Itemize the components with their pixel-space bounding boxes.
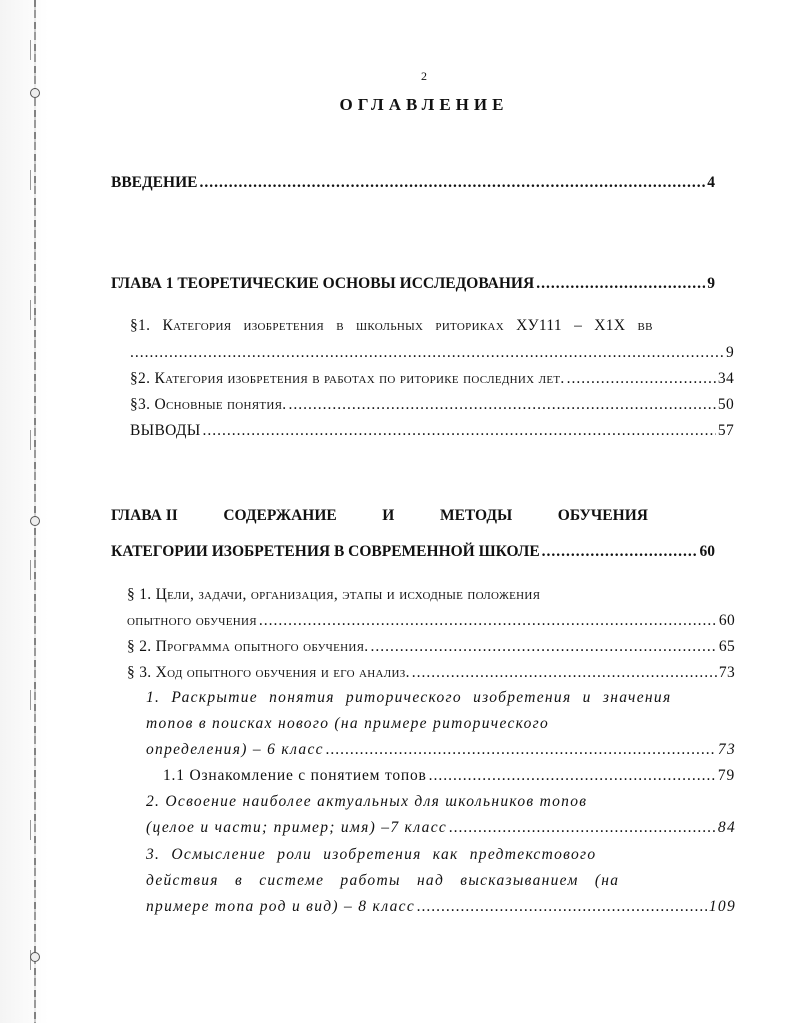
toc-subentry-3-line1[interactable]: 3. Осмысление роли изобретения как предтекстового — [146, 846, 597, 863]
toc-entry-page: 9 — [725, 344, 734, 361]
toc-entry-page: 9 — [707, 275, 715, 292]
dot-leader — [449, 819, 716, 837]
toc-entry-label: § 2. Программа опытного обучения. — [127, 638, 369, 655]
toc-subentry-1-line2[interactable]: топов в поисках нового (на примере риторического — [146, 715, 550, 732]
toc-entry-page: 60 — [718, 612, 735, 629]
toc-entry-page: 84 — [717, 819, 736, 836]
toc-entry-label: ГЛАВА 1 ТЕОРЕТИЧЕСКИЕ ОСНОВЫ ИССЛЕДОВАНИЯ — [111, 275, 535, 292]
page-number: 2 — [421, 69, 427, 83]
toc-entry-label: примере топа род и вид) – 8 класс — [146, 898, 416, 915]
toc-entry-page: 73 — [717, 741, 736, 758]
toc-entry-page: 65 — [718, 638, 735, 655]
toc-entry-label: §3. Основные понятия. — [130, 396, 287, 413]
toc-entry-label: КАТЕГОРИИ ИЗОБРЕТЕНИЯ В СОВРЕМЕННОЙ ШКОЛЕ — [111, 543, 540, 560]
dot-leader — [542, 543, 698, 561]
toc-entry-conclusions[interactable] — [130, 422, 734, 440]
dot-leader — [203, 422, 716, 440]
toc-subentry-2-line1[interactable]: 2. Освоение наиболее актуальных для школьников топов — [146, 793, 588, 810]
toc-subentry-2-line2[interactable] — [146, 819, 736, 837]
toc-entry-page: 73 — [718, 664, 735, 681]
heading-word: МЕТОДЫ — [439, 507, 513, 524]
dot-leader — [567, 370, 716, 388]
toc-entry-page: 79 — [717, 767, 735, 784]
toc-entry-label: §2. Категория изобретения в работах по риторике последних лет. — [130, 370, 565, 387]
toc-subentry-1-line3[interactable] — [146, 741, 736, 759]
toc-entry-page: 4 — [707, 174, 715, 191]
toc-subentry-3-line2[interactable]: действия в системе работы над высказыванием (на — [146, 872, 620, 889]
dot-leader — [130, 344, 724, 362]
toc-entry-introduction[interactable] — [111, 174, 715, 192]
toc-entry-page: 109 — [708, 898, 736, 915]
page-title: ОГЛАВЛЕНИЕ — [339, 95, 509, 114]
toc-entry-page: 60 — [699, 543, 715, 560]
toc-entry-label: ВВЕДЕНИЕ — [111, 174, 198, 191]
toc-entry-page: 50 — [717, 396, 734, 413]
heading-word: СОДЕРЖАНИЕ — [223, 507, 337, 524]
toc-entry-section-2-1-line2[interactable] — [127, 612, 735, 630]
heading-word: ГЛАВА II — [111, 507, 178, 524]
toc-entry-section-1-1[interactable]: §1. Категория изобретения в школьных риториках ХУ111 – Х1Х вв — [130, 317, 653, 334]
dot-leader — [429, 767, 716, 785]
dot-leader — [536, 275, 705, 293]
toc-entry-chapter-2-line2[interactable] — [111, 543, 715, 561]
toc-entry-section-2-1[interactable]: § 1. Цели, задачи, организация, этапы и исходные положения — [127, 586, 541, 603]
dot-leader — [259, 612, 717, 630]
toc-entry-chapter-2-line1[interactable] — [111, 507, 648, 525]
toc-entry-label: § 3. Ход опытного обучения и его анализ. — [127, 664, 410, 681]
dot-leader — [417, 898, 707, 916]
scan-binding-edge — [0, 0, 48, 1023]
toc-subentry-3-line3[interactable] — [146, 898, 736, 916]
toc-entry-chapter-1[interactable] — [111, 275, 715, 293]
binding-hole — [30, 516, 40, 526]
toc-entry-section-1-2[interactable] — [130, 370, 734, 388]
toc-entry-section-1-1-page-line[interactable] — [130, 344, 734, 362]
toc-entry-label: опытного обучения — [127, 612, 257, 629]
heading-word: И — [382, 507, 395, 524]
dot-leader — [370, 638, 716, 656]
toc-subentry-1-line1[interactable]: 1. Раскрытие понятия риторического изобретения и значения — [146, 689, 672, 706]
dot-leader — [326, 741, 716, 759]
binding-hole — [30, 952, 40, 962]
toc-entry-label: ВЫВОДЫ — [130, 422, 201, 439]
dot-leader — [412, 664, 717, 682]
toc-entry-label: 1.1 Ознакомление с понятием топов — [163, 767, 427, 784]
toc-subentry-1-1[interactable] — [163, 767, 735, 785]
heading-word: ОБУЧЕНИЯ — [557, 507, 648, 524]
toc-entry-label: определения) – 6 класс — [146, 741, 324, 758]
toc-entry-page: 34 — [717, 370, 734, 387]
toc-entry-section-2-3[interactable] — [127, 664, 735, 682]
toc-entry-section-1-3[interactable] — [130, 396, 734, 414]
dot-leader — [199, 174, 705, 192]
dot-leader — [288, 396, 715, 414]
toc-entry-label: (целое и части; пример; имя) –7 класс — [146, 819, 448, 836]
toc-entry-page: 57 — [717, 422, 734, 439]
toc-entry-section-2-2[interactable] — [127, 638, 735, 656]
